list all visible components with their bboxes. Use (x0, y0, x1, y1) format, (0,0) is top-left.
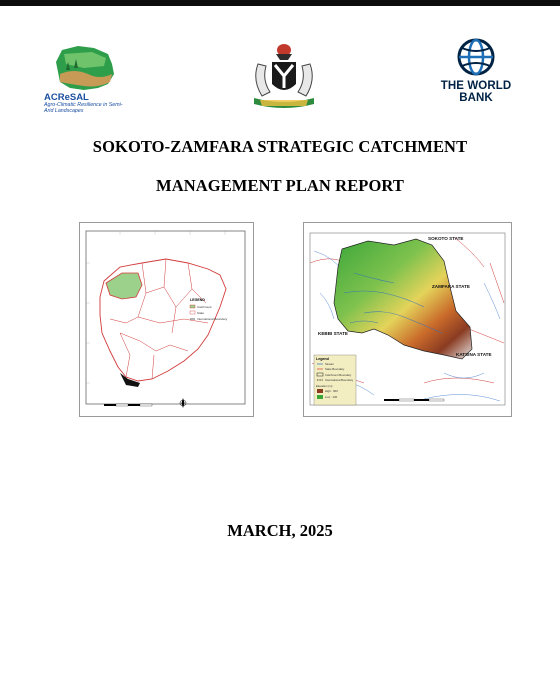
acresal-name: ACReSAL (44, 92, 89, 103)
right-legend-item-0: Stream (325, 362, 335, 366)
elevation-high: High : 900 (325, 389, 338, 393)
coat-of-arms (244, 40, 324, 112)
acresal-map-icon (44, 44, 128, 92)
left-legend-item-2: International Boundary (197, 317, 228, 321)
left-legend-item-1: State (197, 311, 205, 315)
world-bank-name: THE WORLD BANK (440, 80, 512, 104)
left-legend-title: LEGEND (190, 298, 205, 302)
right-legend-item-3: International Boundary (325, 378, 354, 382)
left-scale-bar (104, 404, 152, 406)
acresal-logo (44, 44, 128, 116)
coat-of-arms-icon (244, 40, 324, 112)
elevation-low: Low : 130 (325, 395, 338, 399)
report-title-line-2: MANAGEMENT PLAN REPORT (156, 176, 404, 195)
right-legend-item-1: State Boundary (325, 367, 345, 371)
right-legend-title: Legend (316, 357, 329, 361)
report-date: MARCH, 2025 (227, 521, 333, 540)
acresal-tagline: Agro-Climatic Resilience in Semi-Arid Landscapes (44, 102, 123, 114)
right-map-legend (314, 355, 356, 405)
elevation-label: Elevation (m) (316, 384, 333, 388)
world-bank-logo (432, 38, 520, 104)
label-sokoto-state: SOKOTO STATE (428, 236, 464, 241)
report-title-line-1: SOKOTO-ZAMFARA STRATEGIC CATCHMENT (92, 137, 468, 156)
label-zamfara-state: ZAMFARA STATE (432, 284, 470, 289)
right-scale-bar (384, 399, 444, 401)
catchment-elevation-map (303, 222, 512, 417)
top-edge-bar (0, 0, 560, 6)
label-kebbi-state: KEBBI STATE (318, 331, 348, 336)
right-legend-item-2: Catchment Boundary (325, 373, 352, 377)
label-katsina-state: KATSINA STATE (456, 352, 492, 357)
north-arrow-icon (180, 398, 186, 408)
nigeria-location-map (79, 222, 254, 417)
left-legend-item-0: Catchment (197, 305, 212, 309)
world-bank-globe-icon (432, 38, 520, 78)
